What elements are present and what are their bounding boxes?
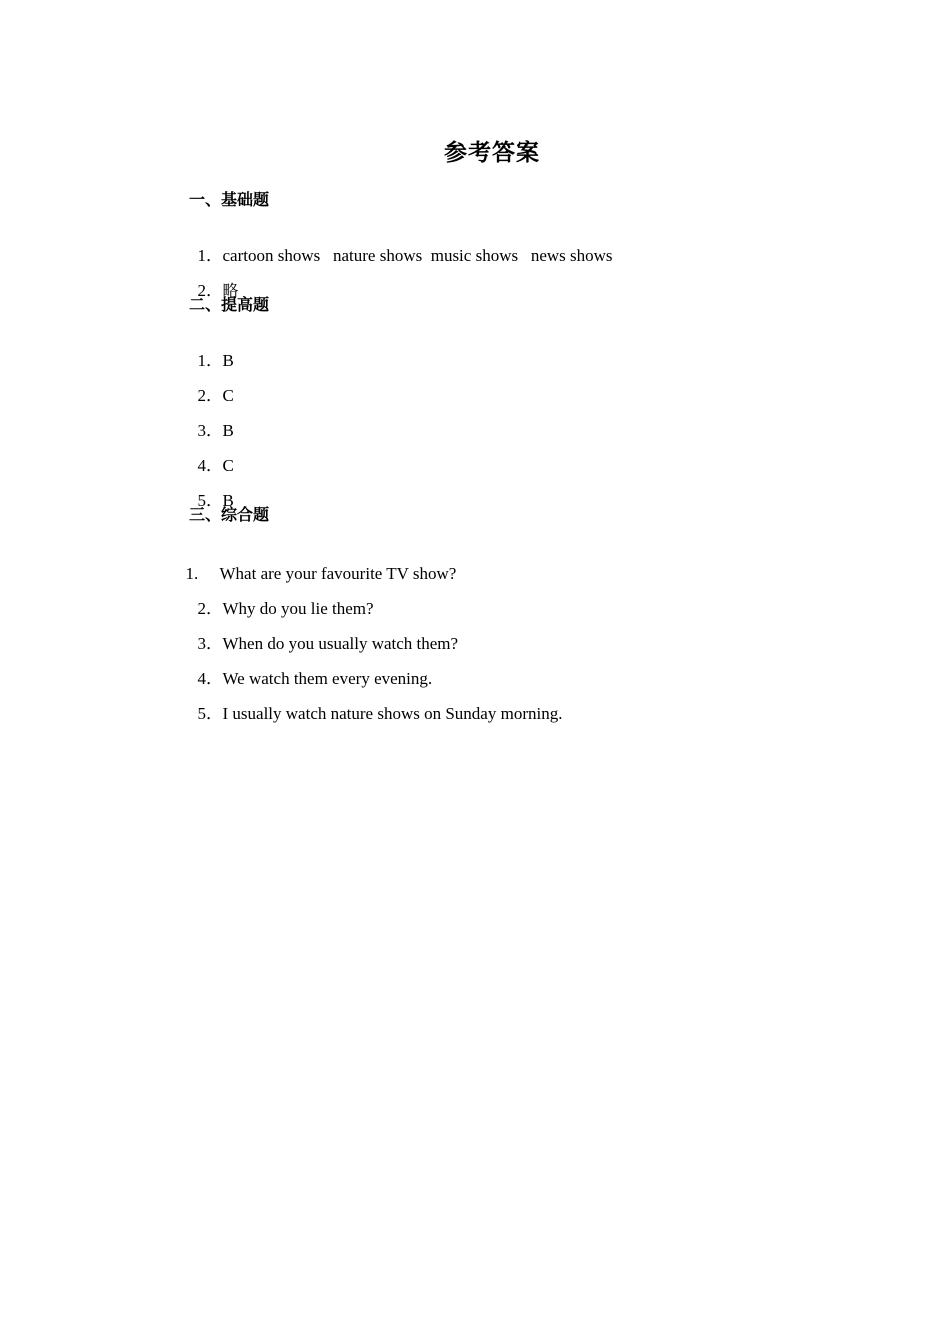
item-text: We watch them every evening. bbox=[222, 669, 433, 688]
item-text: C bbox=[222, 386, 234, 405]
item-text: B bbox=[222, 491, 234, 510]
item-number: 5． bbox=[197, 704, 223, 723]
item-number: 1． bbox=[197, 246, 223, 265]
item-text: B bbox=[222, 421, 234, 440]
item-number: 1. bbox=[185, 564, 199, 583]
item-text: cartoon shows nature shows music shows news shows bbox=[222, 246, 613, 265]
item-number: 1． bbox=[197, 351, 223, 370]
item-number: 2． bbox=[197, 599, 223, 618]
answer-item bbox=[189, 681, 562, 725]
section-heading-comprehensive: 三、综合题 bbox=[189, 505, 270, 524]
item-text: C bbox=[222, 456, 234, 475]
item-number: 3． bbox=[197, 421, 223, 440]
item-number: 4． bbox=[197, 669, 223, 688]
item-text: B bbox=[222, 351, 234, 370]
item-number: 2． bbox=[197, 281, 223, 300]
item-text: What are your favourite TV show? bbox=[219, 564, 457, 583]
item-number: 4． bbox=[197, 456, 223, 475]
item-text: I usually watch nature shows on Sunday morning. bbox=[222, 704, 563, 723]
item-number: 2． bbox=[197, 386, 223, 405]
item-text: When do you usually watch them? bbox=[222, 634, 459, 653]
page-title: 参考答案 bbox=[444, 140, 540, 166]
item-text: Why do you lie them? bbox=[222, 599, 374, 618]
answer-item bbox=[189, 223, 613, 267]
item-number: 3． bbox=[197, 634, 223, 653]
section-heading-basic: 一、基础题 bbox=[189, 190, 270, 209]
item-text: 略 bbox=[222, 281, 239, 300]
section-heading-advanced: 二、提高题 bbox=[189, 295, 270, 314]
item-number: 5． bbox=[197, 491, 223, 510]
